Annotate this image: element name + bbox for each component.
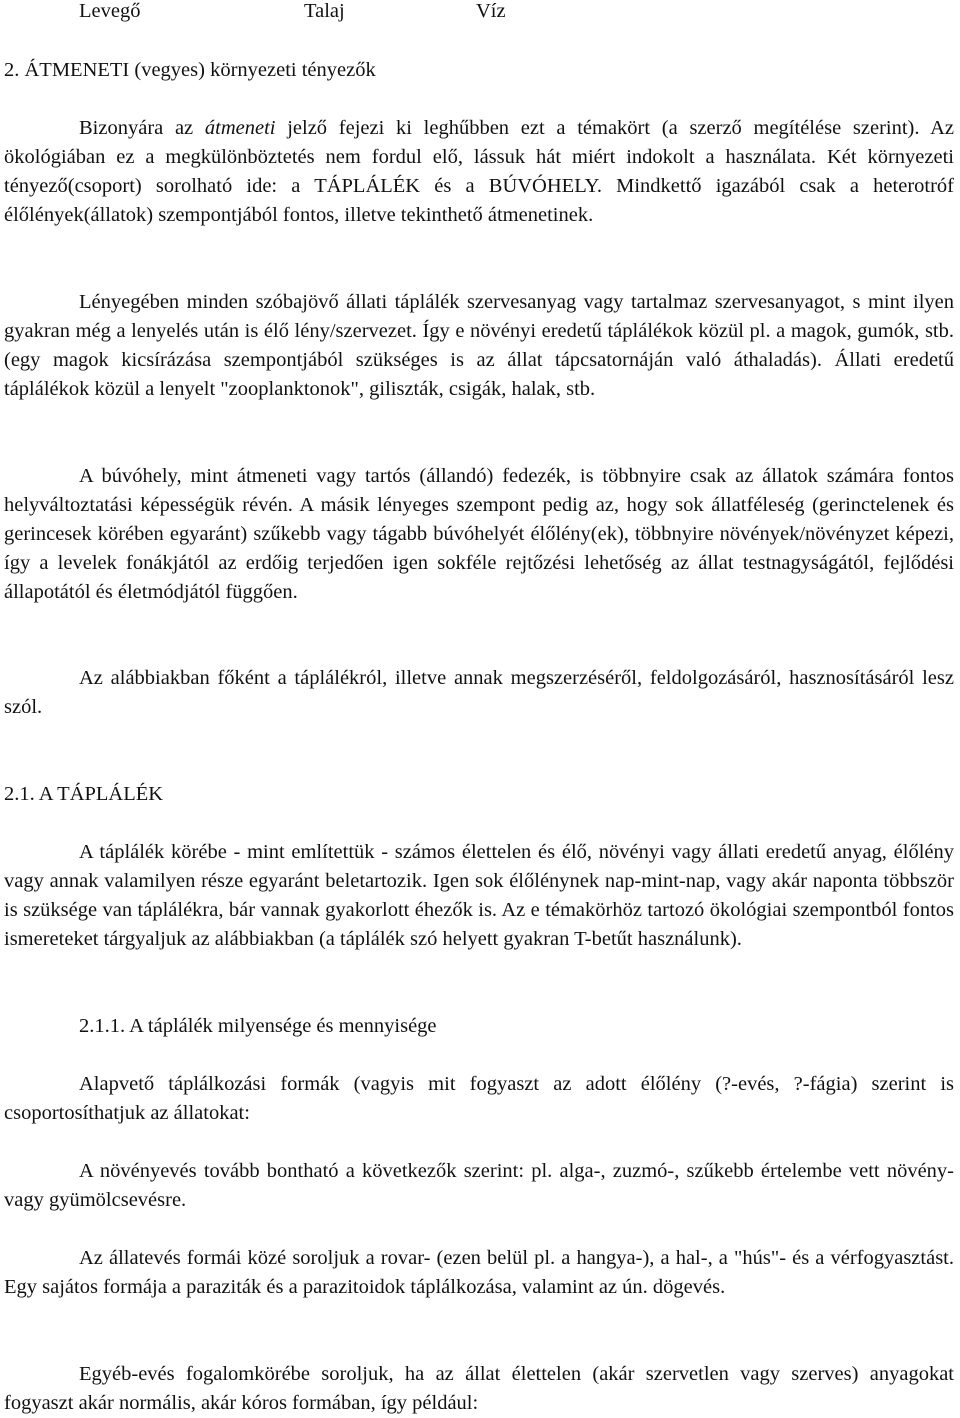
medium-water: Víz [476,0,506,22]
paragraph-intro-rest: jelző fejezi ki leghűbben ezt a témakört (a szerző megítélése szerint). Az ökológiában ez a megkülönböztetés nem fordul elő, lássuk hát miért indokolt a használata. Két környezeti tényező(csoport) sorolható ide: a TÁPLÁLÉK és a BÚVÓHELY. Mindkettő igazából csak a heterotróf élőlények(állatok) szempontjából fontos, illetve tekinthető átmenetinek. [4,117,954,226]
paragraph-shelter: A búvóhely, mint átmeneti vagy tartós (állandó) fedezék, is többnyire csak az állatok számára fontos helyváltoztatási képességük révén. A másik lényeges szempont pedig az, hogy sok állatféleség (gerinctelenek és gerincesek körében egyaránt) szűkebb vagy tágabb búvóhelyét élőlény(ek), többnyire növények/növényzet képezi, így a levelek fonákjától az erdőig terjedően igen sokféle rejtőzési lehetőség az állat testnagyságától, fejlődési állapotától és életmódjától függően. [4,465,954,603]
section-heading-2-1: 2.1. A TÁPLÁLÉK [4,783,164,805]
paragraph-intro [4,114,954,230]
paragraph-food-scope: A táplálék körébe - mint említettük - számos élettelen és élő, növényi vagy állati eredetű anyag, élőlény vagy annak valamilyen része egyaránt beletartozik. Igen sok élőlénynek nap-mint-nap, vagy akár naponta többször is szüksége van táplálékra, bár vannak gyakorlott éhezők is. Az e témakörhöz tartozó ökológiai szempontból fontos ismereteket tárgyaljuk az alábbiakban (a táplálék szó helyett gyakran T-betűt használunk). [4,841,954,950]
medium-air: Levegő [79,0,141,22]
section-heading-2: 2. ÁTMENETI (vegyes) környezeti tényezők [4,59,376,81]
paragraph-food-origin: Lényegében minden szóbajövő állati táplálék szervesanyag vagy tartalmaz szervesanyagot, s mint ilyen gyakran még a lenyelés után is élő lény/szervezet. Így e növényi eredetű táplálékok közül pl. a magok, gumók, stb. (egy magok kicsírázása szempontjából szükséges is az állat tápcsatornáján való áthaladás). Állati eredetű táplálékok közül a lenyelt "zooplanktonok", giliszták, csigák, halak, stb. [4,291,954,400]
paragraph-herbivory: A növényevés tovább bontható a következők szerint: pl. alga-, zuzmó-, szűkebb értelembe vett növény- vagy gyümölcsevésre. [4,1160,954,1211]
paragraph-other-feeding: Egyéb-evés fogalomkörébe soroljuk, ha az állat élettelen (akár szervetlen vagy szerves) anyagokat fogyaszt akár normális, akár kóros formában, így például: [4,1363,954,1414]
paragraph-carnivory: Az állatevés formái közé soroljuk a rovar- (ezen belül pl. a hangya-), a hal-, a "hús"- és a vérfogyasztást. Egy sajátos formája a paraziták és a parazitoidok táplálkozása, valamint az ún. dögevés. [4,1247,954,1298]
paragraph-outline: Az alábbiakban főként a táplálékról, illetve annak megszerzéséről, feldolgozásáról, hasznosításáról lesz szól. [4,667,954,718]
paragraph-intro-start: Bizonyára az [79,117,205,139]
emphasized-term: átmeneti [204,117,276,139]
section-heading-2-1-1: 2.1.1. A táplálék milyensége és mennyisége [79,1015,437,1037]
medium-soil: Talaj [304,0,345,22]
paragraph-feeding-forms: Alapvető táplálkozási formák (vagyis mit fogyaszt az adott élőlény (?-evés, ?-fágia) szerint is csoportosíthatjuk az állatokat: [4,1073,954,1124]
